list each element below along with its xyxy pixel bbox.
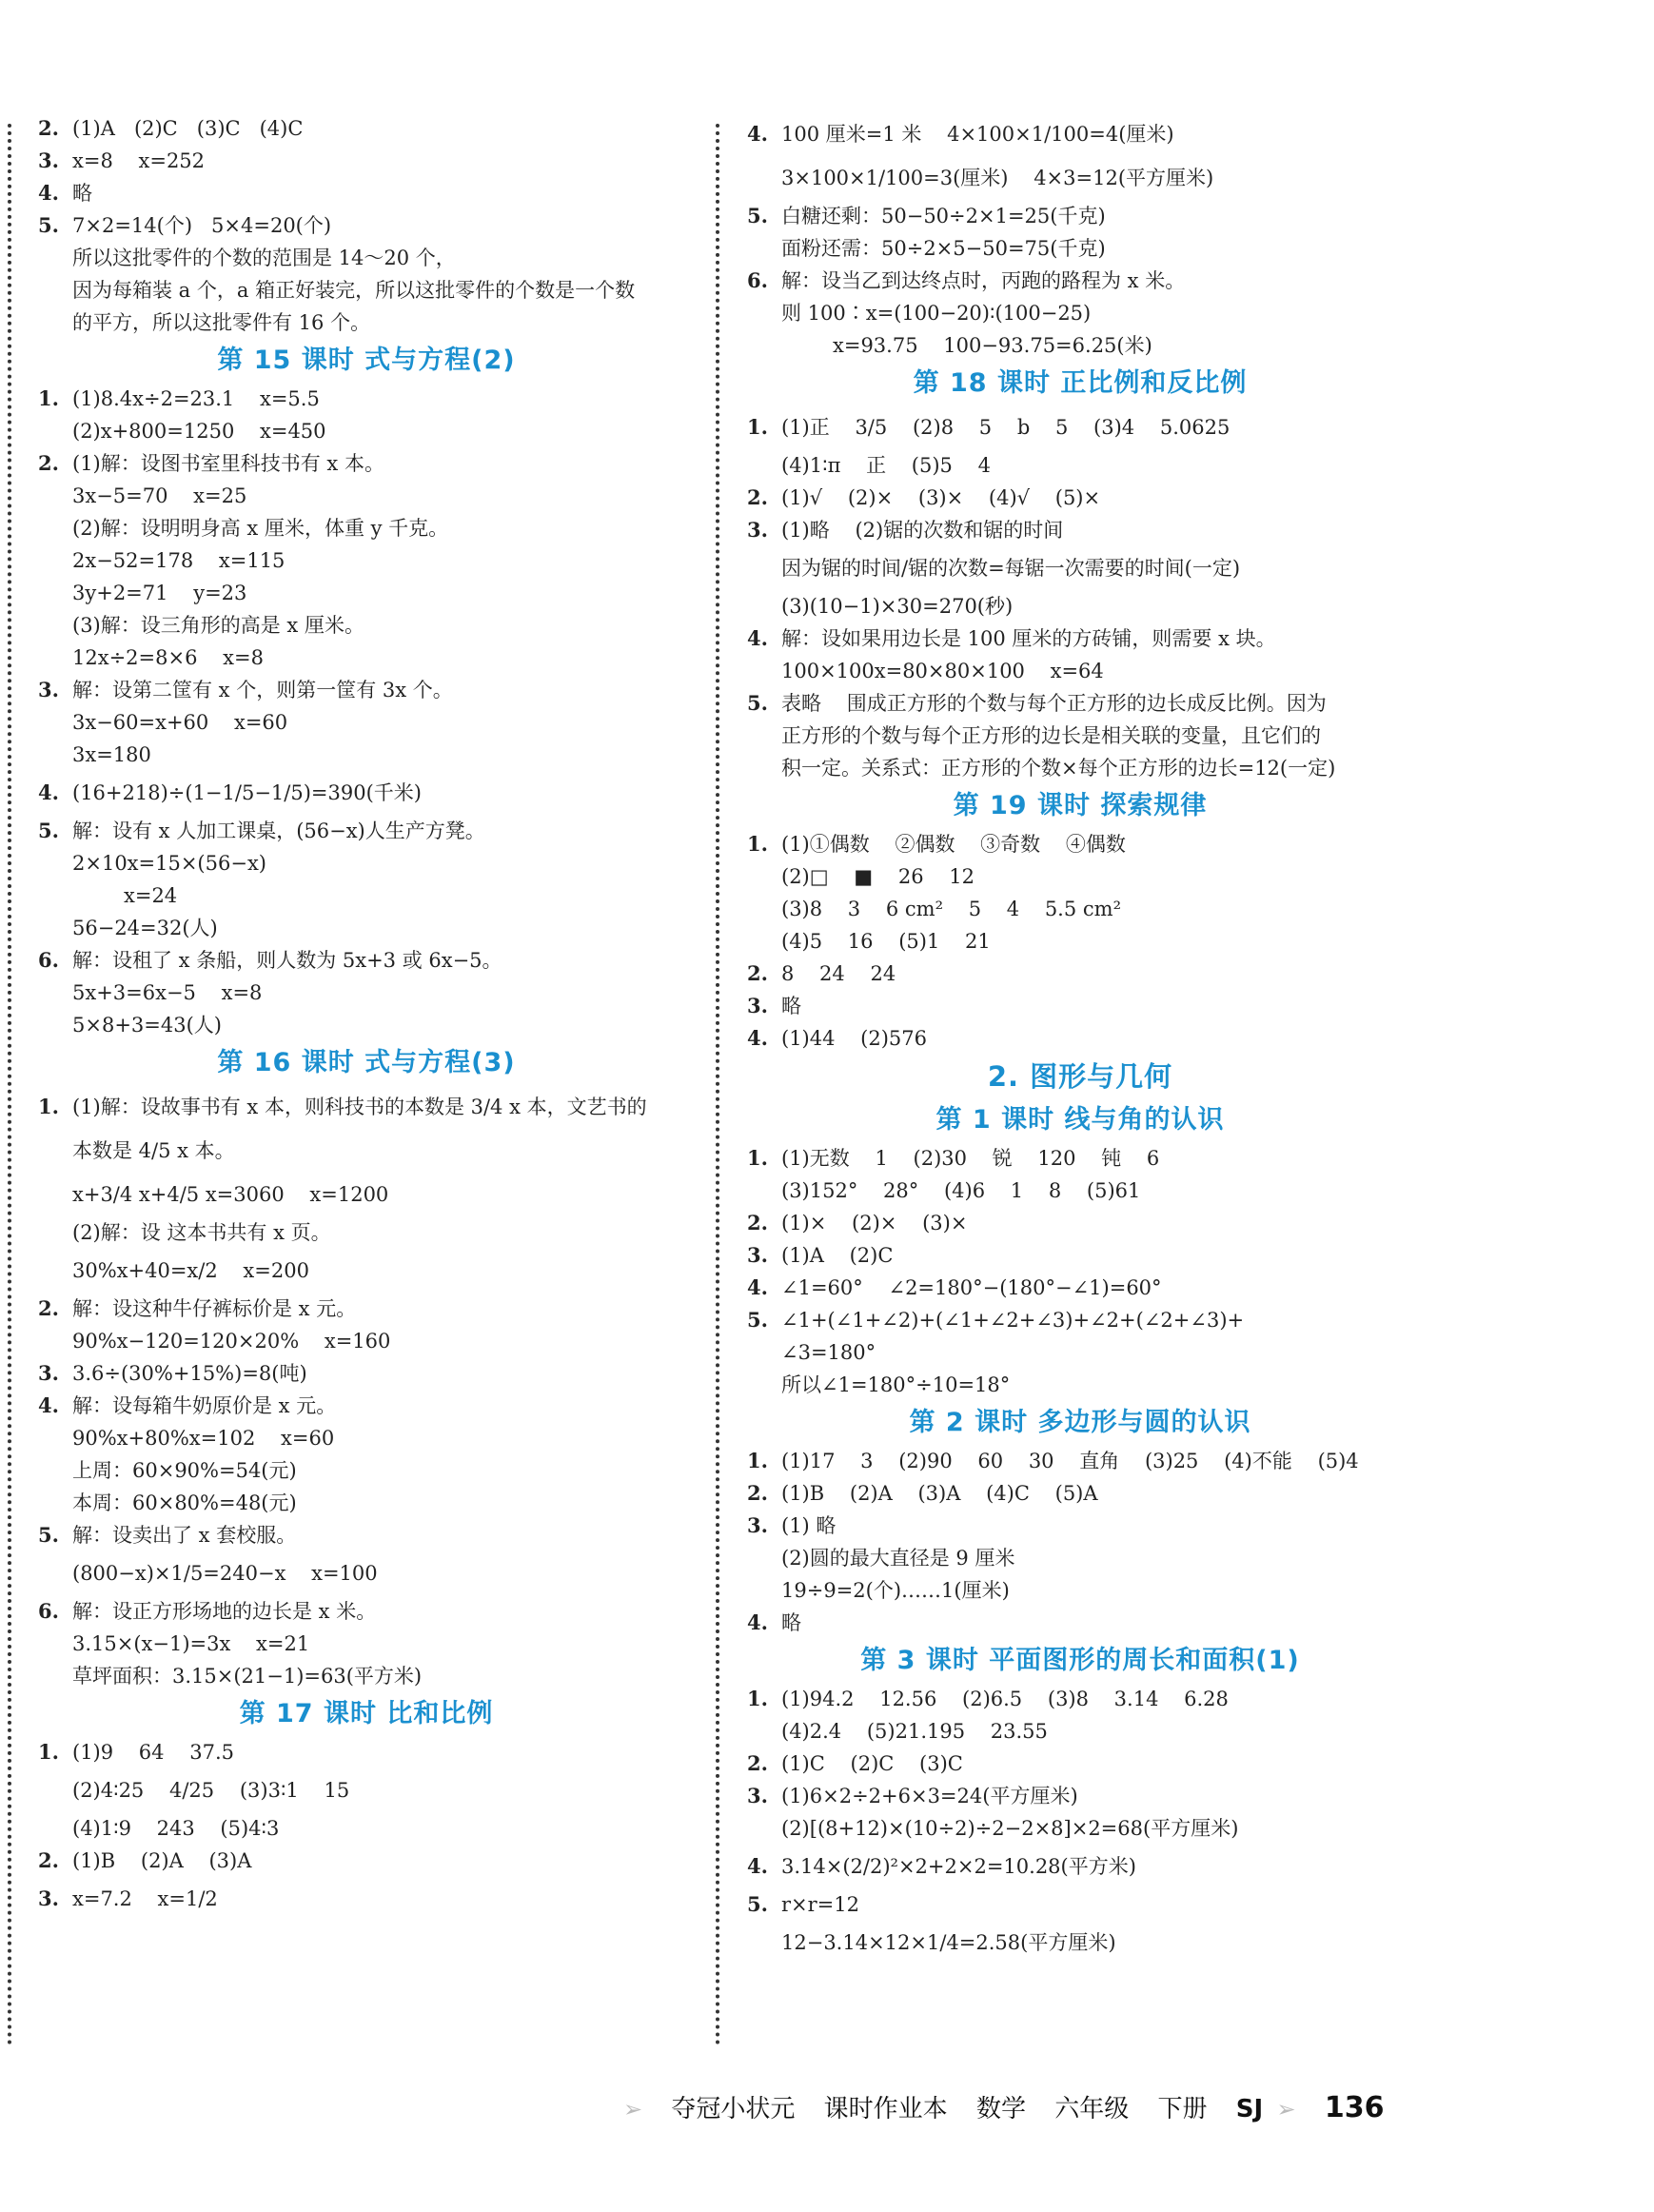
answer-text: ∠3=180°	[781, 1341, 876, 1364]
answer-text: (1)无数 1 (2)30 锐 120 钝 6	[781, 1147, 1160, 1170]
answer-line	[38, 1085, 695, 1129]
answer-line	[747, 1921, 1413, 1965]
answer-line	[38, 1487, 695, 1519]
answer-text: (16+218)÷(1−1/5−1/5)=390(千米)	[72, 781, 422, 804]
answer-text: 8 24 24	[781, 962, 896, 985]
answer-line	[38, 1129, 695, 1173]
answer-line	[747, 1715, 1413, 1748]
question-number: 3.	[747, 518, 768, 542]
answer-text: 则 100∶x=(100−20)∶(100−25)	[781, 302, 1092, 325]
answer-text: (1)解：设故事书有 x 本，则科技书的本数是 3/4 x 本，文艺书的	[72, 1096, 647, 1118]
answer-text: 解：设租了 x 条船，则人数为 5x+3 或 6x−5。	[72, 949, 502, 972]
answer-line	[38, 306, 695, 339]
answer-line	[38, 383, 695, 415]
question-number: 1.	[747, 832, 768, 856]
answer-line	[38, 242, 695, 274]
answer-line	[747, 232, 1413, 265]
answer-text: 3y+2=71 y=23	[72, 582, 247, 604]
answer-text: 因为锯的时间/锯的次数=每锯一次需要的时间(一定)	[781, 557, 1241, 580]
answer-line	[38, 1736, 695, 1768]
answer-text: (1)44 (2)576	[781, 1027, 927, 1050]
answer-text: (4)1∶π 正 (5)5 4	[781, 454, 991, 477]
answer-text: 3x−5=70 x=25	[72, 484, 247, 507]
answer-line	[747, 925, 1413, 958]
question-number: 4.	[747, 1610, 768, 1634]
answer-line	[747, 1239, 1413, 1272]
answer-text: (3)(10−1)×30=270(秒)	[781, 595, 1014, 618]
answer-text: (1)9 64 37.5	[72, 1741, 234, 1764]
answer-line	[747, 482, 1413, 514]
answer-line	[747, 828, 1413, 860]
answer-text: (3)8 3 6 cm² 5 4 5.5 cm²	[781, 898, 1121, 920]
answer-text: 90%x+80%x=102 x=60	[72, 1427, 335, 1450]
answer-line	[747, 860, 1413, 893]
answer-text: 3x−60=x+60 x=60	[72, 711, 288, 734]
answer-text: 所以∠1=180°÷10=18°	[781, 1373, 1011, 1396]
answer-line	[747, 1336, 1413, 1369]
answer-line	[38, 739, 695, 771]
answer-text: 解：设这种牛仔裤标价是 x 元。	[72, 1297, 357, 1320]
answer-text: x=7.2 x=1/2	[72, 1887, 218, 1910]
answer-text: (4)5 16 (5)1 21	[781, 930, 991, 953]
answer-line	[747, 514, 1413, 546]
answer-text: (3)152° 28° (4)6 1 8 (5)61	[781, 1179, 1141, 1202]
answer-text: 5x+3=6x−5 x=8	[72, 981, 263, 1004]
answer-line	[38, 480, 695, 512]
answer-line	[747, 1022, 1413, 1055]
answer-column-left	[38, 112, 695, 1921]
answer-line	[747, 720, 1413, 752]
answer-line	[38, 674, 695, 706]
question-number: 4.	[747, 122, 768, 146]
answer-column-right	[747, 112, 1413, 1965]
answer-text: 略	[781, 1611, 801, 1634]
answer-line	[38, 274, 695, 306]
answer-text: 3x=180	[72, 743, 151, 766]
answer-line	[747, 1683, 1413, 1715]
answer-text: 解：设每箱牛奶原价是 x 元。	[72, 1394, 337, 1417]
answer-text: 12−3.14×12×1/4=2.58(平方厘米)	[781, 1931, 1116, 1954]
answer-text: (2)x+800=1250 x=450	[72, 420, 326, 443]
answer-text: 7×2=14(个) 5×4=20(个)	[72, 214, 332, 237]
section-heading: 第 17 课时 比和比例	[239, 1699, 494, 1728]
answer-text: (2)解：设明明身高 x 厘米，体重 y 千克。	[72, 517, 449, 540]
answer-line	[38, 1519, 695, 1551]
question-number: 5.	[38, 819, 59, 842]
answer-line	[747, 1607, 1413, 1639]
answer-line	[747, 1780, 1413, 1812]
question-number: 1.	[747, 1449, 768, 1472]
answer-line	[747, 1142, 1413, 1175]
answer-text: 解：设正方形场地的边长是 x 米。	[72, 1600, 377, 1623]
answer-text: (1)17 3 (2)90 60 30 直角 (3)25 (4)不能 (5)4	[781, 1450, 1359, 1472]
arrow-icon: ➢	[1276, 2096, 1296, 2123]
answer-text: (1)× (2)× (3)×	[781, 1212, 968, 1234]
answer-line	[38, 1249, 695, 1293]
answer-text: ∠1+(∠1+∠2)+(∠1+∠2+∠3)+∠2+(∠2+∠3)+	[781, 1309, 1245, 1332]
question-number: 5.	[747, 1308, 768, 1332]
question-number: 2.	[747, 1481, 768, 1505]
answer-line	[38, 1877, 695, 1921]
answer-line	[747, 265, 1413, 297]
answer-text: (1)C (2)C (3)C	[781, 1752, 963, 1775]
answer-line	[38, 1454, 695, 1487]
question-number: 1.	[747, 415, 768, 439]
answer-text: 的平方，所以这批零件有 16 个。	[72, 311, 371, 334]
answer-text: 解：设当乙到达终点时，丙跑的路程为 x 米。	[781, 269, 1186, 292]
question-number: 3.	[38, 1361, 59, 1385]
answer-line	[38, 609, 695, 642]
question-number: 1.	[747, 1687, 768, 1710]
question-number: 5.	[747, 691, 768, 715]
answer-text: (1)A (2)C (3)C (4)C	[72, 117, 304, 140]
answer-text: 3×100×1/100=3(厘米) 4×3=12(平方厘米)	[781, 167, 1214, 189]
answer-text: 19÷9=2(个)……1(厘米)	[781, 1579, 1010, 1602]
answer-line	[747, 1888, 1413, 1921]
section-heading: 第 1 课时 线与角的认识	[935, 1105, 1225, 1135]
answer-text: (1)解：设图书室里科技书有 x 本。	[72, 452, 384, 475]
answer-text: x=93.75 100−93.75=6.25(米)	[833, 334, 1152, 357]
section-heading: 第 19 课时 探索规律	[953, 791, 1208, 820]
answer-line	[38, 847, 695, 879]
question-number: 6.	[38, 1599, 59, 1623]
answer-text: (1)B (2)A (3)A	[72, 1849, 252, 1872]
answer-text: 12x÷2=8×6 x=8	[72, 646, 264, 669]
answer-text: ∠1=60° ∠2=180°−(180°−∠1)=60°	[781, 1276, 1162, 1299]
answer-line	[747, 590, 1413, 622]
answer-line	[38, 1390, 695, 1422]
answer-line	[747, 990, 1413, 1022]
answer-text: (1)8.4x÷2=23.1 x=5.5	[72, 387, 320, 410]
answer-line	[38, 977, 695, 1009]
answer-text: 56−24=32(人)	[72, 917, 218, 939]
answer-line	[747, 405, 1413, 449]
binding-dots-left	[8, 124, 11, 2046]
question-number: 4.	[747, 1026, 768, 1050]
answer-text: 白糖还剩：50−50÷2×1=25(千克)	[781, 205, 1106, 227]
answer-text: 所以这批零件的个数的范围是 14～20 个，	[72, 247, 456, 269]
answer-line	[38, 1660, 695, 1692]
answer-text: x=8 x=252	[72, 149, 206, 172]
answer-line	[38, 1768, 695, 1812]
answer-line	[38, 544, 695, 577]
question-number: 2.	[747, 1211, 768, 1234]
answer-text: 30%x+40=x/2 x=200	[72, 1259, 309, 1282]
answer-line	[747, 297, 1413, 329]
question-number: 4.	[747, 1275, 768, 1299]
answer-text: 90%x−120=120×20% x=160	[72, 1330, 391, 1353]
question-number: 2.	[747, 1751, 768, 1775]
answer-text: (2)4∶25 4/25 (3)3∶1 15	[72, 1779, 350, 1802]
answer-line	[747, 1445, 1413, 1477]
answer-line	[38, 177, 695, 209]
subject: 数学	[975, 2095, 1026, 2123]
answer-line	[38, 1551, 695, 1595]
answer-text: 解：设卖出了 x 套校服。	[72, 1524, 297, 1547]
question-number: 3.	[38, 678, 59, 701]
answer-text: 上周：60×90%=54(元)	[72, 1459, 297, 1482]
answer-line	[747, 1748, 1413, 1780]
answer-text: 2×10x=15×(56−x)	[72, 852, 266, 875]
answer-line	[38, 1009, 695, 1041]
answer-line	[38, 447, 695, 480]
answer-line	[38, 815, 695, 847]
section-heading: 2. 图形与几何	[987, 1060, 1173, 1093]
answer-line	[747, 546, 1413, 590]
answer-text: 3.15×(x−1)=3x x=21	[72, 1632, 310, 1655]
answer-line	[747, 655, 1413, 687]
question-number: 3.	[747, 1513, 768, 1537]
question-number: 2.	[38, 1296, 59, 1320]
answer-line	[38, 1845, 695, 1877]
answer-text: 解：设如果用边长是 100 厘米的方砖铺，则需要 x 块。	[781, 627, 1276, 650]
question-number: 2.	[38, 451, 59, 475]
answer-text: (800−x)×1/5=240−x x=100	[72, 1562, 378, 1585]
answer-line	[747, 1510, 1413, 1542]
answer-text: (1)94.2 12.56 (2)6.5 (3)8 3.14 6.28	[781, 1688, 1229, 1710]
answer-line	[747, 1542, 1413, 1574]
answer-text: 略	[781, 995, 801, 1017]
grade: 六年级	[1054, 2095, 1130, 2123]
question-number: 6.	[38, 948, 59, 972]
question-number: 3.	[747, 994, 768, 1017]
answer-text: r×r=12	[781, 1893, 859, 1916]
answer-text: (2)解：设 这本书共有 x 页。	[72, 1221, 331, 1244]
answer-line	[38, 1216, 695, 1249]
answer-text: 略	[72, 182, 92, 205]
question-number: 4.	[747, 1854, 768, 1878]
question-number: 5.	[747, 204, 768, 227]
question-number: 5.	[747, 1892, 768, 1916]
answer-line	[747, 687, 1413, 720]
answer-line	[38, 112, 695, 145]
question-number: 1.	[38, 1095, 59, 1118]
answer-text: 草坪面积：3.15×(21−1)=63(平方米)	[72, 1665, 423, 1688]
answer-text: (3)解：设三角形的高是 x 厘米。	[72, 614, 364, 637]
answer-line	[747, 156, 1413, 200]
section-heading: 第 18 课时 正比例和反比例	[913, 368, 1248, 398]
answer-line	[38, 1325, 695, 1357]
answer-text: (4)1∶9 243 (5)4∶3	[72, 1817, 280, 1840]
answer-line	[38, 1812, 695, 1845]
answer-text: (2)圆的最大直径是 9 厘米	[781, 1547, 1015, 1570]
answer-line	[38, 912, 695, 944]
answer-line	[38, 1357, 695, 1390]
answer-text: 100 厘米=1 米 4×100×1/100=4(厘米)	[781, 123, 1174, 146]
answer-text: 表略 围成正方形的个数与每个正方形的边长成反比例。因为	[781, 692, 1327, 715]
answer-text: 解：设第二筐有 x 个，则第一筐有 3x 个。	[72, 679, 453, 701]
answer-line	[38, 642, 695, 674]
question-number: 3.	[747, 1784, 768, 1807]
answer-line	[747, 622, 1413, 655]
answer-line	[38, 577, 695, 609]
section-heading: 第 15 课时 式与方程(2)	[217, 346, 516, 375]
answer-line	[747, 329, 1413, 362]
question-number: 1.	[747, 1146, 768, 1170]
series-name: 夺冠小状元	[671, 2095, 796, 2123]
answer-text: 3.14×(2/2)²×2+2×2=10.28(平方米)	[781, 1855, 1136, 1878]
answer-line	[38, 512, 695, 544]
answer-line	[747, 752, 1413, 784]
question-number: 1.	[38, 1740, 59, 1764]
answer-text: x=24	[124, 884, 178, 907]
answer-text: 本周：60×80%=48(元)	[72, 1491, 297, 1514]
question-number: 3.	[38, 1886, 59, 1910]
answer-text: (1)A (2)C	[781, 1244, 894, 1267]
answer-line	[38, 706, 695, 739]
answer-line	[38, 1422, 695, 1454]
answer-text: 面粉还需：50÷2×5−50=75(千克)	[781, 237, 1106, 260]
question-number: 4.	[747, 626, 768, 650]
answer-text: (1)略 (2)锯的次数和锯的时间	[781, 519, 1064, 542]
answer-line	[38, 1173, 695, 1216]
answer-line	[747, 112, 1413, 156]
question-number: 4.	[38, 780, 59, 804]
answer-line	[747, 1812, 1413, 1845]
answer-line	[747, 1477, 1413, 1510]
answer-line	[747, 1175, 1413, 1207]
answer-text: (1)6×2÷2+6×3=24(平方厘米)	[781, 1785, 1078, 1807]
answer-line	[747, 200, 1413, 232]
answer-text: (1)B (2)A (3)A (4)C (5)A	[781, 1482, 1098, 1505]
arrow-icon: ➢	[623, 2096, 643, 2123]
answer-line	[747, 1207, 1413, 1239]
answer-line	[38, 944, 695, 977]
answer-text: 解：设有 x 人加工课桌，(56−x)人生产方凳。	[72, 820, 485, 842]
question-number: 4.	[38, 1393, 59, 1417]
answer-text: 100×100x=80×80×100 x=64	[781, 660, 1104, 682]
answer-text: (2)[(8+12)×(10÷2)÷2−2×8]×2=68(平方厘米)	[781, 1817, 1239, 1840]
answer-line	[38, 1595, 695, 1628]
answer-text: (1)正 3/5 (2)8 5 b 5 (3)4 5.0625	[781, 416, 1231, 439]
volume: 下册	[1157, 2095, 1208, 2123]
answer-text: 3.6÷(30%+15%)=8(吨)	[72, 1362, 307, 1385]
question-number: 5.	[38, 213, 59, 237]
answer-line	[747, 449, 1413, 482]
answer-line	[747, 1845, 1413, 1888]
question-number: 3.	[38, 148, 59, 172]
answer-line	[38, 1628, 695, 1660]
answer-text: 本数是 4/5 x 本。	[72, 1139, 235, 1162]
question-number: 2.	[38, 116, 59, 140]
edition: SJ	[1235, 2095, 1264, 2123]
answer-line	[747, 1304, 1413, 1336]
answer-line	[38, 209, 695, 242]
answer-line	[38, 771, 695, 815]
section-heading: 第 16 课时 式与方程(3)	[217, 1048, 516, 1077]
answer-line	[38, 879, 695, 912]
answer-line	[38, 145, 695, 177]
question-number: 5.	[38, 1523, 59, 1547]
answer-text: (4)2.4 (5)21.195 23.55	[781, 1720, 1048, 1743]
question-number: 3.	[747, 1243, 768, 1267]
binding-dots-right	[716, 124, 719, 2046]
answer-line	[747, 893, 1413, 925]
question-number: 2.	[747, 961, 768, 985]
page-footer	[623, 2089, 1405, 2127]
question-number: 4.	[38, 181, 59, 205]
answer-line	[38, 1293, 695, 1325]
answer-line	[747, 1272, 1413, 1304]
answer-text: 2x−52=178 x=115	[72, 549, 286, 572]
page-number: 136	[1324, 2091, 1385, 2124]
answer-text: (1) 略	[781, 1514, 837, 1537]
answer-line	[747, 1574, 1413, 1607]
answer-text: (2)□ ■ 26 12	[781, 865, 975, 888]
answer-text: 正方形的个数与每个正方形的边长是相关联的变量，且它们的	[781, 724, 1321, 747]
book-name: 课时作业本	[823, 2095, 948, 2123]
answer-line	[38, 415, 695, 447]
answer-line	[747, 958, 1413, 990]
answer-text: 5×8+3=43(人)	[72, 1014, 222, 1037]
answer-text: (1)①偶数 ②偶数 ③奇数 ④偶数	[781, 833, 1126, 856]
question-number: 2.	[747, 485, 768, 509]
answer-text: x+3/4 x+4/5 x=3060 x=1200	[72, 1183, 389, 1206]
answer-text: (1)√ (2)× (3)× (4)√ (5)×	[781, 486, 1101, 509]
question-number: 2.	[38, 1848, 59, 1872]
answer-line	[747, 1369, 1413, 1401]
question-number: 1.	[38, 386, 59, 410]
section-heading: 第 2 课时 多边形与圆的认识	[909, 1408, 1251, 1437]
answer-text: 积一定。关系式：正方形的个数×每个正方形的边长=12(一定)	[781, 757, 1336, 780]
section-heading: 第 3 课时 平面图形的周长和面积(1)	[860, 1646, 1300, 1675]
answer-text: 因为每箱装 a 个，a 箱正好装完，所以这批零件的个数是一个数	[72, 279, 636, 302]
question-number: 6.	[747, 268, 768, 292]
